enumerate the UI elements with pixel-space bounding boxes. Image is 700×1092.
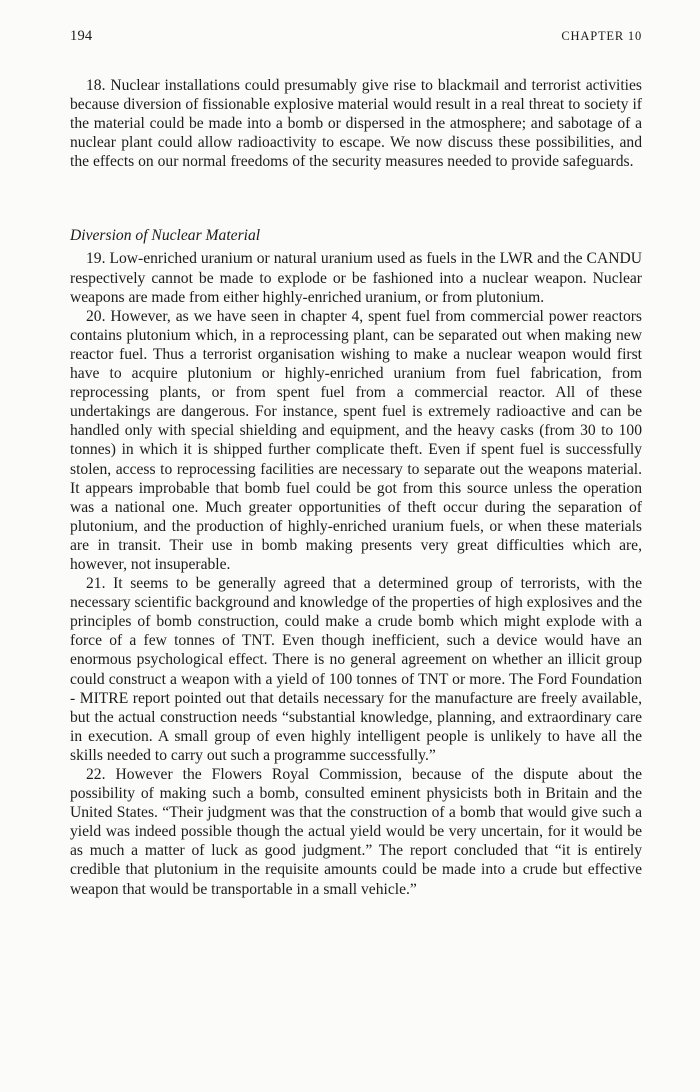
paragraph-18: 18. Nuclear installations could presumably give rise to blackmail and terrorist activities because diversion of fissionable explosive material would result in a real threat to society if the material could be made into a bomb or dispersed in the atmosphere; and sabotage of a nuclear plant could allow radioactivity to escape. We now discuss these possibilities, and the effects on our normal freedoms of the security measures needed to provide safeguards. [70,77,642,171]
chapter-label: CHAPTER 10 [561,29,642,43]
section-heading: Diversion of Nuclear Material [70,227,261,245]
running-head [70,28,642,50]
book-page [70,28,642,899]
page-number: 194 [70,28,93,44]
paragraph-19: 19. Low-enriched uranium or natural uranium used as fuels in the LWR and the CANDU respectively cannot be made to explode or be fashioned into a nuclear weapon. Nuclear weapons are made from either highly-enriched uranium, or from plutonium. [70,250,642,306]
paragraph-21: 21. It seems to be generally agreed that a determined group of terrorists, with the necessary scientific background and knowledge of the properties of high explosives and the principles of bomb construction, could make a crude bomb which might explode with a force of a few tonnes of TNT. Even though inefficient, such a device would have an enormous psychological effect. There is no general agreement on whether an illicit group could construct a weapon with a yield of 100 tonnes of TNT or more. The Ford Foundation - MITRE report pointed out that details necessary for the manufacture are freely available, but the actual construction needs “substantial knowledge, planning, and extraordinary care in execution. A small group of even highly intelligent people is unlikely to have all the skills needed to carry out such a programme successfully.” [70,575,642,764]
paragraph-22: 22. However the Flowers Royal Commission, because of the dispute about the possibility of making such a bomb, consulted eminent physicists both in Britain and the United States. “Their judgment was that the construction of a bomb that would give such a yield was indeed possible though the actual yield would be very uncertain, for it would be as much a matter of luck as good judgment.” The report concluded that “it is entirely credible that plutonium in the requisite amounts could be made into a crude but effective weapon that would be transportable in a small vehicle.” [70,766,642,898]
paragraph-20: 20. However, as we have seen in chapter 4, spent fuel from commercial power reactors contains plutonium which, in a reprocessing plant, can be separated out when making new reactor fuel. Thus a terrorist organisation wishing to make a nuclear weapon would first have to acquire plutonium or highly-enriched uranium from fuel fabrication, from reprocessing plants, or from spent fuel from a commercial reactor. All of these undertakings are dangerous. For instance, spent fuel is extremely radioactive and can be handled only with special shielding and equipment, and the heavy casks (from 30 to 100 tonnes) in which it is shipped further complicate theft. Even if spent fuel is successfully stolen, access to reprocessing facilities are necessary to separate out the weapons material. It appears improbable that bomb fuel could be got from this source unless the operation was a national one. Much greater opportunities of theft occur during the separation of plutonium, and the production of highly-enriched uranium fuels, or when these materials are in transit. Their use in bomb making presents very great difficulties which are, however, not insuperable. [70,307,642,573]
